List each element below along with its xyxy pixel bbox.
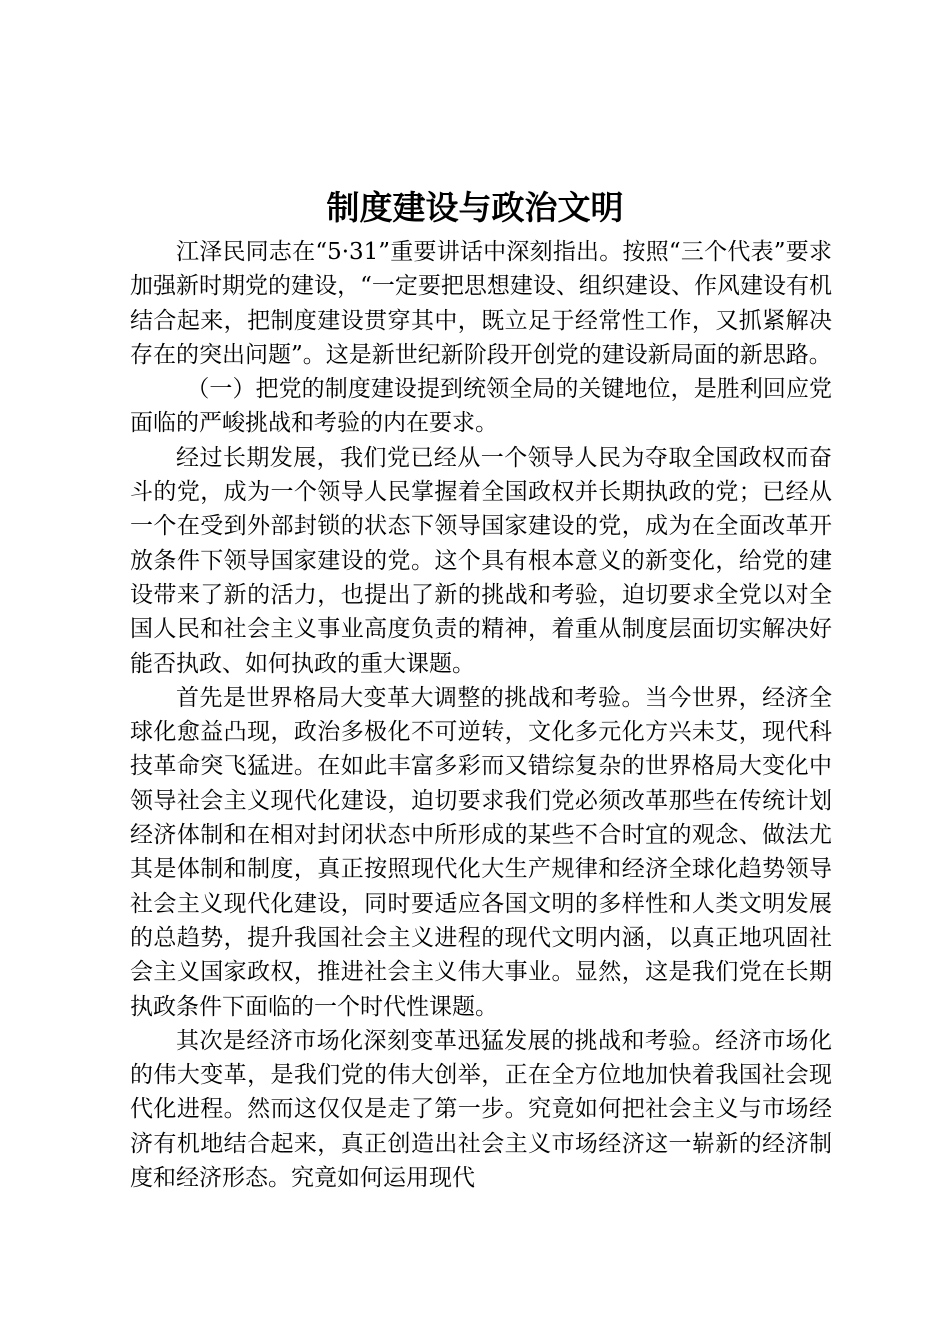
section-heading-1: （一）把党的制度建设提到统领全局的关键地位，是胜利回应党面临的严峻挑战和考验的内在要求。	[130, 376, 832, 437]
paragraph-intro: 江泽民同志在“5·31”重要讲话中深刻指出。按照“三个代表”要求加强新时期党的建设，“一定要把思想建设、组织建设、作风建设有机结合起来，把制度建设贯穿其中，既立足于经常性工作，又抓紧解决存在的突出问题”。这是新世纪新阶段开创党的建设新局面的新思路。	[130, 239, 832, 368]
document-title: 制度建设与政治文明	[326, 188, 624, 227]
document-body	[130, 235, 832, 1195]
paragraph-development: 经过长期发展，我们党已经从一个领导人民为夺取全国政权而奋斗的党，成为一个领导人民掌握着全国政权并长期执政的党；已经从一个在受到外部封锁的状态下领导国家建设的党，成为在全面改革开放条件下领导国家建设的党。这个具有根本意义的新变化，给党的建设带来了新的活力，也提出了新的挑战和考验，迫切要求全党以对全国人民和社会主义事业高度负责的精神，着重从制度层面切实解决好能否执政、如何执政的重大课题。	[130, 444, 832, 677]
paragraph-world-pattern: 首先是世界格局大变革大调整的挑战和考验。当今世界，经济全球化愈益凸现，政治多极化不可逆转，文化多元化方兴未艾，现代科技革命突飞猛进。在如此丰富多彩而又错综复杂的世界格局大变化中领导社会主义现代化建设，迫切要求我们党必须改革那些在传统计划经济体制和在相对封闭状态中所形成的某些不合时宜的观念、做法尤其是体制和制度，真正按照现代化大生产规律和经济全球化趋势领导社会主义现代化建设，同时要适应各国文明的多样性和人类文明发展的总趋势，提升我国社会主义进程的现代文明内涵，以真正地巩固社会主义国家政权，推进社会主义伟大事业。显然，这是我们党在长期执政条件下面临的一个时代性课题。	[130, 684, 832, 1020]
paragraph-market-economy: 其次是经济市场化深刻变革迅猛发展的挑战和考验。经济市场化的伟大变革，是我们党的伟大创举，正在全方位地加快着我国社会现代化进程。然而这仅仅是走了第一步。究竟如何把社会主义与市场经济有机地结合起来，真正创造出社会主义市场经济这一崭新的经济制度和经济形态。究竟如何运用现代	[130, 1027, 832, 1192]
